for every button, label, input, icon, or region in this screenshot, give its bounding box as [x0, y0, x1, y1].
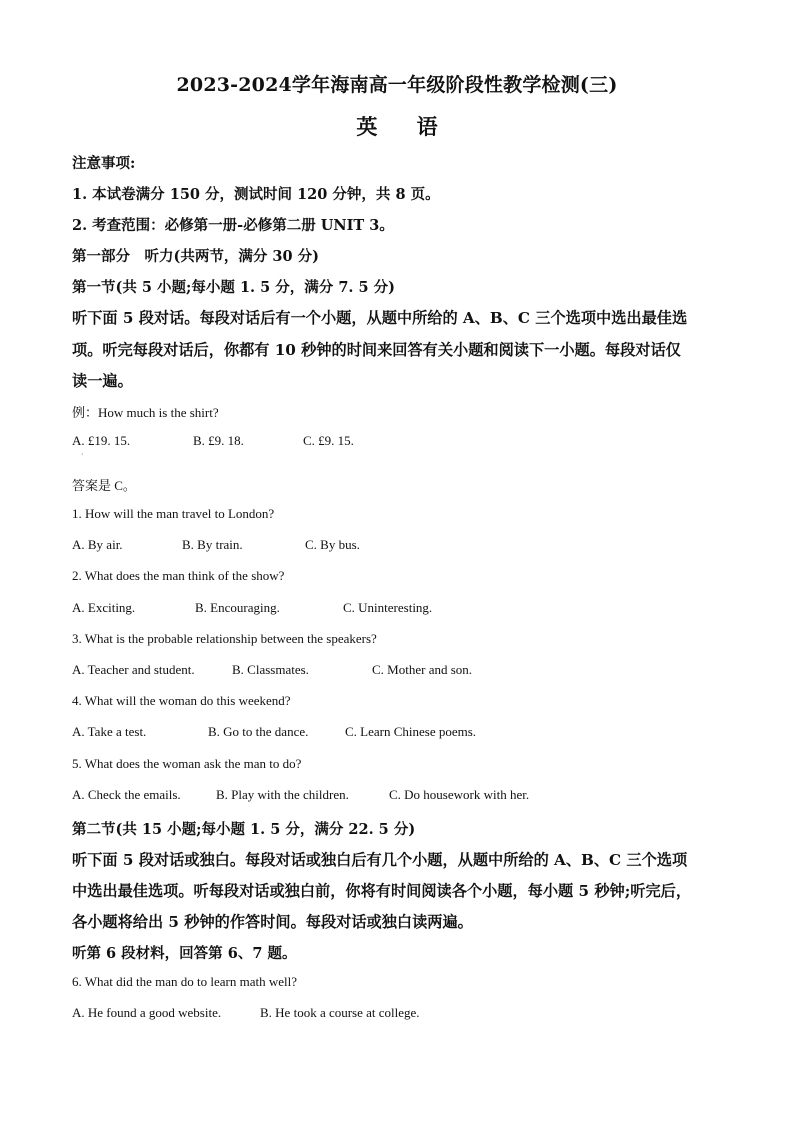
option-b: B. Classmates.	[232, 662, 309, 677]
option-b: B. Encouraging.	[195, 600, 280, 615]
option-b: B. Go to the dance.	[208, 724, 309, 739]
example-question: 例：How much is the shirt?	[72, 405, 219, 420]
part1-heading: 第一部分 听力(共两节，满分 30 分)	[72, 248, 319, 265]
question-2: 2. What does the man think of the show?	[72, 568, 285, 583]
option-c: C. Do housework with her.	[389, 787, 530, 802]
question-5: 5. What does the woman ask the man to do?	[72, 756, 302, 771]
option-a: A. He found a good website.	[72, 1005, 222, 1020]
option-c: C. Learn Chinese poems.	[345, 724, 477, 739]
subject-title: 英 语	[356, 114, 454, 139]
section2-instruction-line: 中选出最佳选项。听每段对话或独白前，你将有时间阅读各个小题，每小题 5 秒钟;听完后，	[72, 882, 692, 900]
option-c: C. Mother and son.	[372, 662, 473, 677]
option-c: C. £9. 15.	[303, 433, 354, 448]
notes-label: 注意事项:	[72, 155, 136, 172]
option-a: A. Check the emails.	[72, 787, 181, 802]
section1-instruction-line: 读一遍。	[72, 372, 133, 390]
section1-instruction-line: 项。听完每段对话后，你都有 10 秒钟的时间来回答有关小题和阅读下一小题。每段对话仅	[72, 341, 681, 359]
option-a: A. Exciting.	[72, 600, 136, 615]
exam-title: 2023-2024学年海南高一年级阶段性教学检测(三)	[176, 74, 618, 96]
option-a: A. £19. 15.	[72, 433, 131, 448]
note-item-2: 2. 考查范围：必修第一册-必修第二册 UNIT 3。	[72, 217, 394, 234]
option-c: C. By bus.	[305, 537, 360, 552]
example-answer: 答案是 C。	[72, 478, 136, 493]
option-a: A. By air.	[72, 537, 123, 552]
option-b: B. Play with the children.	[216, 787, 349, 802]
option-a: A. Take a test.	[72, 724, 147, 739]
dot-mark: ·	[81, 450, 84, 459]
section2-heading: 第二节(共 15 小题;每小题 1. 5 分，满分 22. 5 分)	[72, 821, 416, 838]
note-item-1: 1. 本试卷满分 150 分，测试时间 120 分钟，共 8 页。	[72, 186, 440, 203]
question-6: 6. What did the man do to learn math well?	[72, 974, 298, 989]
question-1: 1. How will the man travel to London?	[72, 506, 275, 521]
option-b: B. £9. 18.	[193, 433, 244, 448]
option-c: C. Uninteresting.	[343, 600, 433, 615]
option-a: A. Teacher and student.	[72, 662, 195, 677]
material-6-label: 听第 6 段材料，回答第 6、7 题。	[72, 945, 297, 962]
section1-instruction-line: 听下面 5 段对话。每段对话后有一个小题，从题中所给的 A、B、C 三个选项中选出最佳选	[72, 309, 688, 327]
option-b: B. He took a course at college.	[260, 1005, 420, 1020]
question-4: 4. What will the woman do this weekend?	[72, 693, 291, 708]
option-b: B. By train.	[182, 537, 243, 552]
section1-heading: 第一节(共 5 小题;每小题 1. 5 分，满分 7. 5 分)	[72, 279, 395, 296]
section2-instruction-line: 各小题将给出 5 秒钟的作答时间。每段对话或独白读两遍。	[72, 913, 473, 931]
section2-instruction-line: 听下面 5 段对话或独白。每段对话或独白后有几个小题，从题中所给的 A、B、C 三个选项	[72, 851, 688, 869]
question-3: 3. What is the probable relationship between the speakers?	[72, 631, 377, 646]
